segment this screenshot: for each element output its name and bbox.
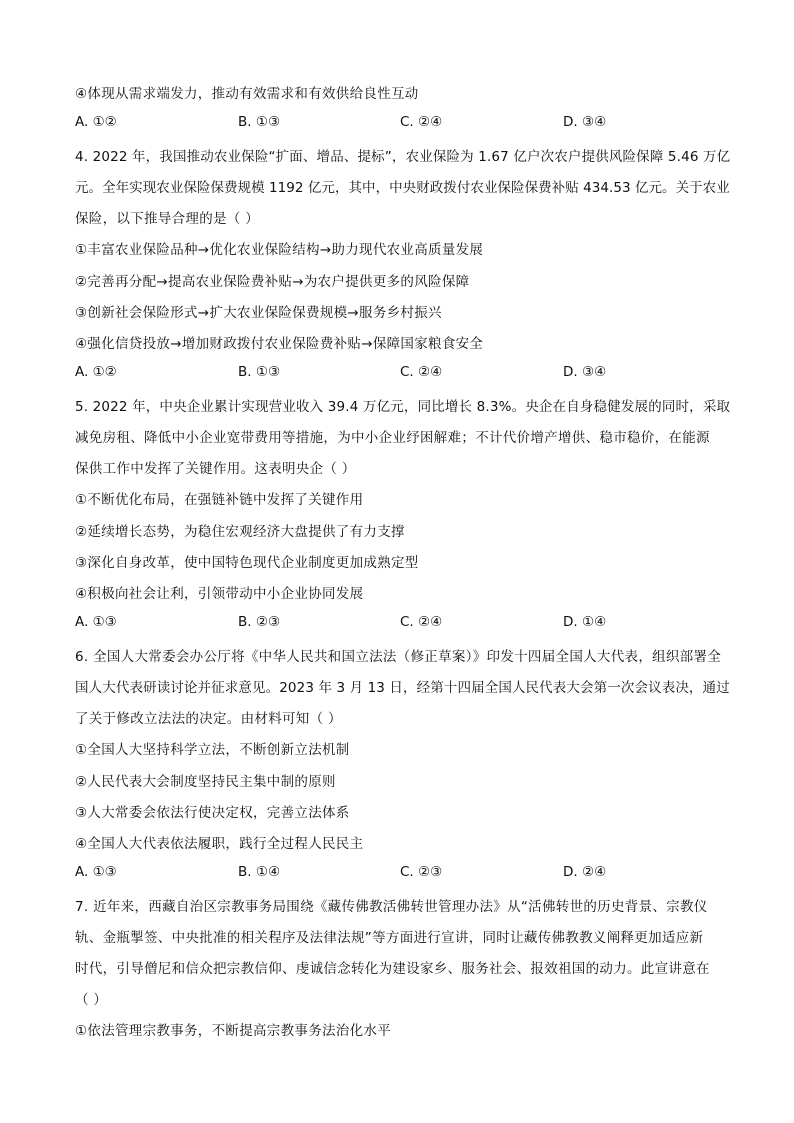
q3-choice-c: C. ②④ bbox=[400, 114, 443, 130]
q7-option-1: ①依法管理宗教事务，不断提高宗教事务法治化水平 bbox=[75, 1023, 392, 1039]
q3-choice-b: B. ①③ bbox=[238, 114, 281, 130]
q7-stem-line-1: 7. 近年来，西藏自治区宗教事务局围绕《藏传佛教活佛转世管理办法》从“活佛转世的历史背景、宗教仪 bbox=[75, 899, 708, 915]
q6-choice-d: D. ②④ bbox=[563, 864, 607, 880]
q6-choice-b: B. ①④ bbox=[238, 864, 281, 880]
q6-choice-c: C. ②③ bbox=[400, 864, 443, 880]
q5-option-4: ④积极向社会让利，引领带动中小企业协同发展 bbox=[75, 586, 364, 602]
q4-option-2: ②完善再分配→提高农业保险费补贴→为农户提供更多的风险保障 bbox=[75, 274, 470, 290]
q4-option-3: ③创新社会保险形式→扩大农业保险保费规模→服务乡村振兴 bbox=[75, 305, 442, 321]
q4-choice-d: D. ③④ bbox=[563, 364, 607, 380]
q5-stem-line-1: 5. 2022 年，中央企业累计实现营业收入 39.4 万亿元，同比增长 8.3%。央企在自身稳健发展的同时，采取 bbox=[75, 399, 731, 415]
q3-choice-d: D. ③④ bbox=[563, 114, 607, 130]
q6-stem-line-1: 6. 全国人大常委会办公厅将《中华人民共和国立法法（修正草案）》印发十四届全国人大代表，组织部署全 bbox=[75, 649, 722, 665]
q5-option-3: ③深化自身改革，使中国特色现代企业制度更加成熟定型 bbox=[75, 555, 419, 571]
q5-stem-line-2: 减免房租、降低中小企业宽带费用等措施，为中小企业纾困解难；不计代价增产增供、稳市稳价，在能源 bbox=[75, 430, 710, 446]
q7-stem-line-4: （ ） bbox=[75, 992, 108, 1008]
q4-option-1: ①丰富农业保险品种→优化农业保险结构→助力现代农业高质量发展 bbox=[75, 242, 484, 258]
q5-choice-b: B. ②③ bbox=[238, 614, 281, 630]
q6-stem-line-2: 国人大代表研读讨论并征求意见。2023 年 3 月 13 日，经第十四届全国人民代表大会第一次会议表决，通过 bbox=[75, 680, 730, 696]
q3-option-4: ④体现从需求端发力，推动有效需求和有效供给良性互动 bbox=[75, 86, 419, 102]
q5-option-2: ②延续增长态势，为稳住宏观经济大盘提供了有力支撑 bbox=[75, 524, 405, 540]
q5-choice-d: D. ①④ bbox=[563, 614, 607, 630]
q7-stem-line-3: 时代，引导僧尼和信众把宗教信仰、虔诚信念转化为建设家乡、服务社会、报效祖国的动力。此宣讲意在 bbox=[75, 961, 710, 977]
q4-stem-line-3: 保险，以下推导合理的是（ ） bbox=[75, 211, 259, 227]
q3-choice-a: A. ①② bbox=[75, 114, 117, 130]
q5-choice-a: A. ①③ bbox=[75, 614, 117, 630]
q5-stem-line-3: 保供工作中发挥了关键作用。这表明央企（ ） bbox=[75, 461, 356, 477]
q4-answer-choices bbox=[75, 364, 725, 384]
q6-choice-a: A. ①③ bbox=[75, 864, 117, 880]
q5-option-1: ①不断优化布局，在强链补链中发挥了关键作用 bbox=[75, 492, 364, 508]
q6-answer-choices bbox=[75, 864, 725, 884]
q6-option-1: ①全国人大坚持科学立法，不断创新立法机制 bbox=[75, 742, 350, 758]
q6-option-4: ④全国人大代表依法履职，践行全过程人民民主 bbox=[75, 836, 364, 852]
q4-choice-a: A. ①② bbox=[75, 364, 117, 380]
q6-stem-line-3: 了关于修改立法法的决定。由材料可知（ ） bbox=[75, 711, 342, 727]
q5-answer-choices bbox=[75, 614, 725, 634]
q3-answer-choices bbox=[75, 114, 725, 134]
q4-option-4: ④强化信贷投放→增加财政拨付农业保险费补贴→保障国家粮食安全 bbox=[75, 336, 484, 352]
q4-choice-b: B. ①③ bbox=[238, 364, 281, 380]
q5-choice-c: C. ②④ bbox=[400, 614, 443, 630]
q6-option-2: ②人民代表大会制度坚持民主集中制的原则 bbox=[75, 774, 336, 790]
q4-choice-c: C. ②④ bbox=[400, 364, 443, 380]
q6-option-3: ③人大常委会依法行使决定权，完善立法体系 bbox=[75, 805, 350, 821]
q4-stem-line-2: 元。全年实现农业保险保费规模 1192 亿元，其中，中央财政拨付农业保险保费补贴 434.53 亿元。关于农业 bbox=[75, 180, 730, 196]
q7-stem-line-2: 轨、金瓶掣签、中央批准的相关程序及法律法规”等方面进行宣讲，同时让藏传佛教教义阐释更加适应新 bbox=[75, 930, 704, 946]
q4-stem-line-1: 4. 2022 年，我国推动农业保险“扩面、增品、提标”，农业保险为 1.67 亿户次农户提供风险保障 5.46 万亿 bbox=[75, 149, 731, 165]
